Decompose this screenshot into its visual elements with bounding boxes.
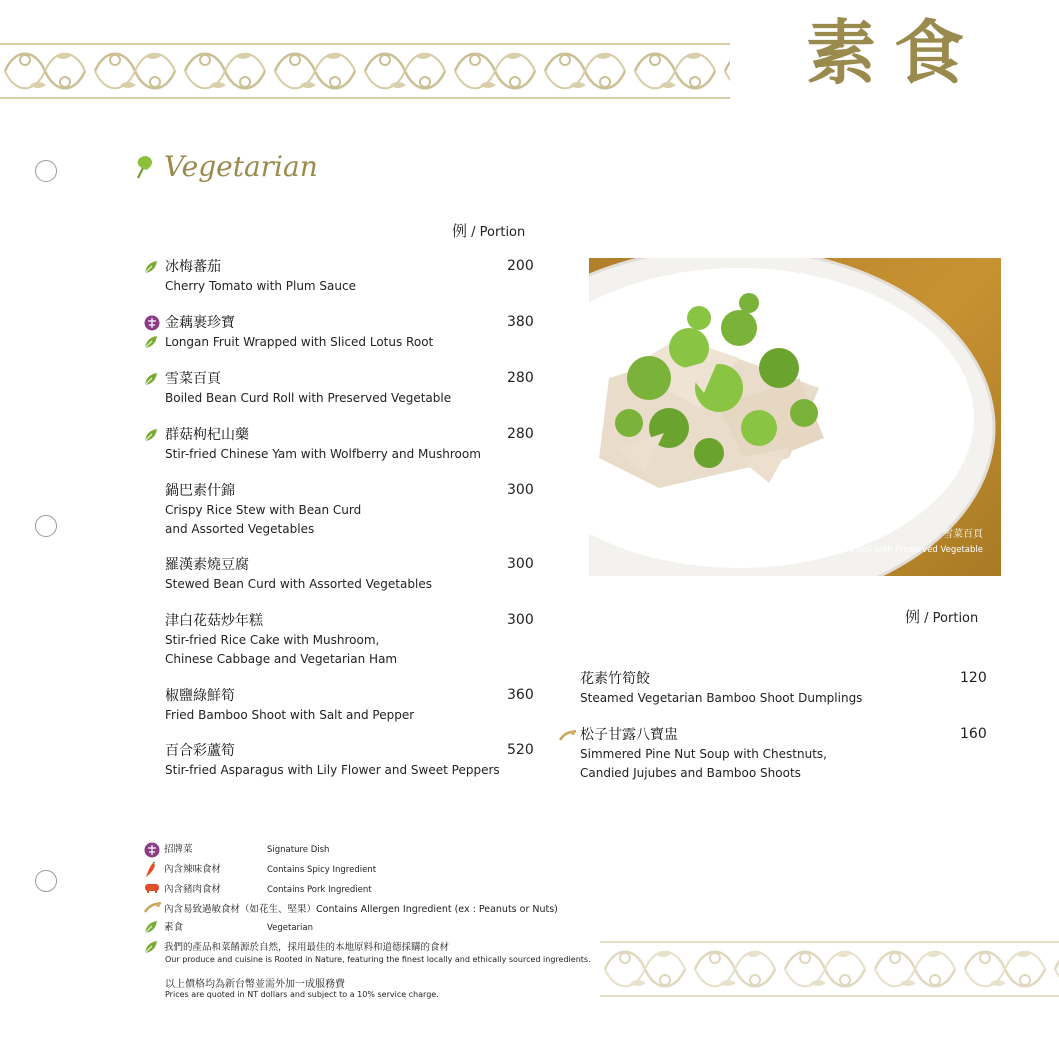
dish-illustration	[589, 258, 1001, 576]
menu-item	[165, 369, 451, 408]
menu-item-name-zh: 羅漢素燒豆腐	[165, 557, 249, 573]
legend-label-en: Contains Spicy Ingredient	[267, 865, 377, 875]
binder-hole-bottom	[35, 870, 57, 892]
leaf-icon	[144, 427, 160, 443]
menu-item-price: 300	[507, 556, 534, 572]
legend-label-zh: 內含豬肉食材	[164, 884, 222, 895]
menu-item-name-zh: 雪菜百頁	[165, 371, 221, 387]
menu-item-name-en: Stir-fried Chinese Yam with Wolfberry and Mushroom	[165, 447, 481, 461]
menu-item	[165, 555, 432, 594]
pork-icon	[144, 882, 160, 898]
leaf-icon	[144, 371, 160, 387]
menu-item	[165, 313, 433, 352]
photo-caption-en: Boiled Bean Curd Roll with Preserved Vegetable	[780, 545, 983, 555]
signature-icon	[144, 842, 160, 858]
legend-label-en: Vegetarian	[267, 923, 314, 933]
menu-item-price: 360	[507, 687, 534, 703]
menu-item-name-en: Crispy Rice Stew with Bean Curd	[165, 503, 362, 517]
section-heading	[134, 150, 318, 183]
allergen-icon	[144, 902, 160, 918]
page-title-cjk: 素食	[806, 11, 982, 94]
legend-label-en: Contains Pork Ingredient	[267, 885, 372, 895]
menu-item-name-zh: 金藕裹珍寶	[165, 315, 235, 331]
spicy-icon	[144, 862, 160, 878]
menu-item-name-en: Stir-fried Rice Cake with Mushroom,	[165, 633, 380, 647]
section-title: Vegetarian	[164, 150, 318, 183]
menu-item	[580, 669, 862, 708]
menu-item	[165, 611, 397, 669]
menu-item-price: 120	[960, 670, 987, 686]
legend-label-en: Signature Dish	[267, 845, 330, 855]
menu-item-name-en: Cherry Tomato with Plum Sauce	[165, 279, 356, 293]
signature-icon	[144, 315, 160, 331]
menu-item-name-zh: 鍋巴素什錦	[165, 483, 235, 499]
legend-label-zh: 招牌菜	[164, 844, 193, 855]
legend-label-zh: 內含辣味食材	[164, 864, 222, 875]
menu-item-name-en: Chinese Cabbage and Vegetarian Ham	[165, 652, 398, 666]
menu-item-name-en: Longan Fruit Wrapped with Sliced Lotus Root	[165, 335, 434, 349]
menu-item-price: 520	[507, 742, 534, 758]
legend-label-zh: 內含易致過敏食材（如花生、堅果）Contains Allergen Ingredient (ex : Peanuts or Nuts)	[164, 904, 558, 915]
binder-hole-middle	[35, 515, 57, 537]
nature-icon	[144, 940, 160, 956]
leaf-icon	[144, 920, 160, 936]
allergen-icon	[559, 727, 575, 743]
menu-item	[580, 725, 827, 783]
menu-item-name-zh: 松子甘露八寶盅	[580, 727, 678, 743]
leaf-icon	[144, 334, 160, 350]
leaf-icon	[134, 154, 156, 180]
menu-item-name-zh: 椒鹽綠鮮筍	[165, 688, 235, 704]
bottom-ornament	[600, 938, 1059, 1000]
menu-item-name-zh: 冰梅蕃茄	[165, 259, 221, 275]
menu-item	[165, 425, 481, 464]
legend-label-zh: 素食	[164, 922, 184, 933]
menu-item-name-en: Fried Bamboo Shoot with Salt and Pepper	[165, 708, 415, 722]
top-ornament	[0, 40, 730, 102]
menu-item-price: 280	[507, 370, 534, 386]
menu-item	[165, 741, 500, 780]
menu-item	[165, 257, 356, 296]
menu-item-name-en: Simmered Pine Nut Soup with Chestnuts,	[580, 747, 827, 761]
menu-item-name-zh: 津白花菇炒年糕	[165, 613, 263, 629]
menu-item-price: 200	[507, 258, 534, 274]
leaf-icon	[144, 259, 160, 275]
photo-caption-zh: 雪菜百頁	[943, 529, 983, 540]
menu-item-name-en: Steamed Vegetarian Bamboo Shoot Dumplings	[580, 691, 863, 705]
menu-item-price: 280	[507, 426, 534, 442]
dish-photo	[589, 258, 1001, 576]
menu-item-price: 160	[960, 726, 987, 742]
menu-item-name-en: Candied Jujubes and Bamboo Shoots	[580, 766, 801, 780]
service-note-en: Prices are quoted in NT dollars and subject to a 10% service charge.	[165, 990, 439, 999]
menu-item-name-zh: 花素竹筍餃	[580, 671, 650, 687]
menu-item-price: 380	[507, 314, 534, 330]
menu-item-name-en: Boiled Bean Curd Roll with Preserved Vegetable	[165, 391, 452, 405]
menu-item-name-zh: 百合彩蘆筍	[165, 743, 235, 759]
menu-item-name-en: Stir-fried Asparagus with Lily Flower and Sweet Peppers	[165, 763, 500, 777]
menu-item	[165, 481, 361, 539]
right-portion-header: 例 / Portion	[905, 608, 979, 626]
service-note-zh: 以上價格均為新台幣並需外加一成服務費	[165, 979, 345, 990]
menu-item-name-zh: 群菇枸杞山藥	[165, 427, 249, 443]
menu-item-price: 300	[507, 482, 534, 498]
menu-item	[165, 686, 414, 725]
legend-label-zh: 我們的產品和菜餚源於自然，採用最佳的本地原料和道德採購的食材	[164, 942, 450, 953]
menu-item-price: 300	[507, 612, 534, 628]
menu-item-name-en: Stewed Bean Curd with Assorted Vegetables	[165, 577, 432, 591]
binder-hole-top	[35, 160, 57, 182]
menu-item-name-en: and Assorted Vegetables	[165, 522, 315, 536]
nature-note-en: Our produce and cuisine is Rooted in Nature, featuring the finest locally and ethically sourced ingredients.	[165, 955, 591, 964]
left-portion-header: 例 / Portion	[452, 222, 526, 240]
